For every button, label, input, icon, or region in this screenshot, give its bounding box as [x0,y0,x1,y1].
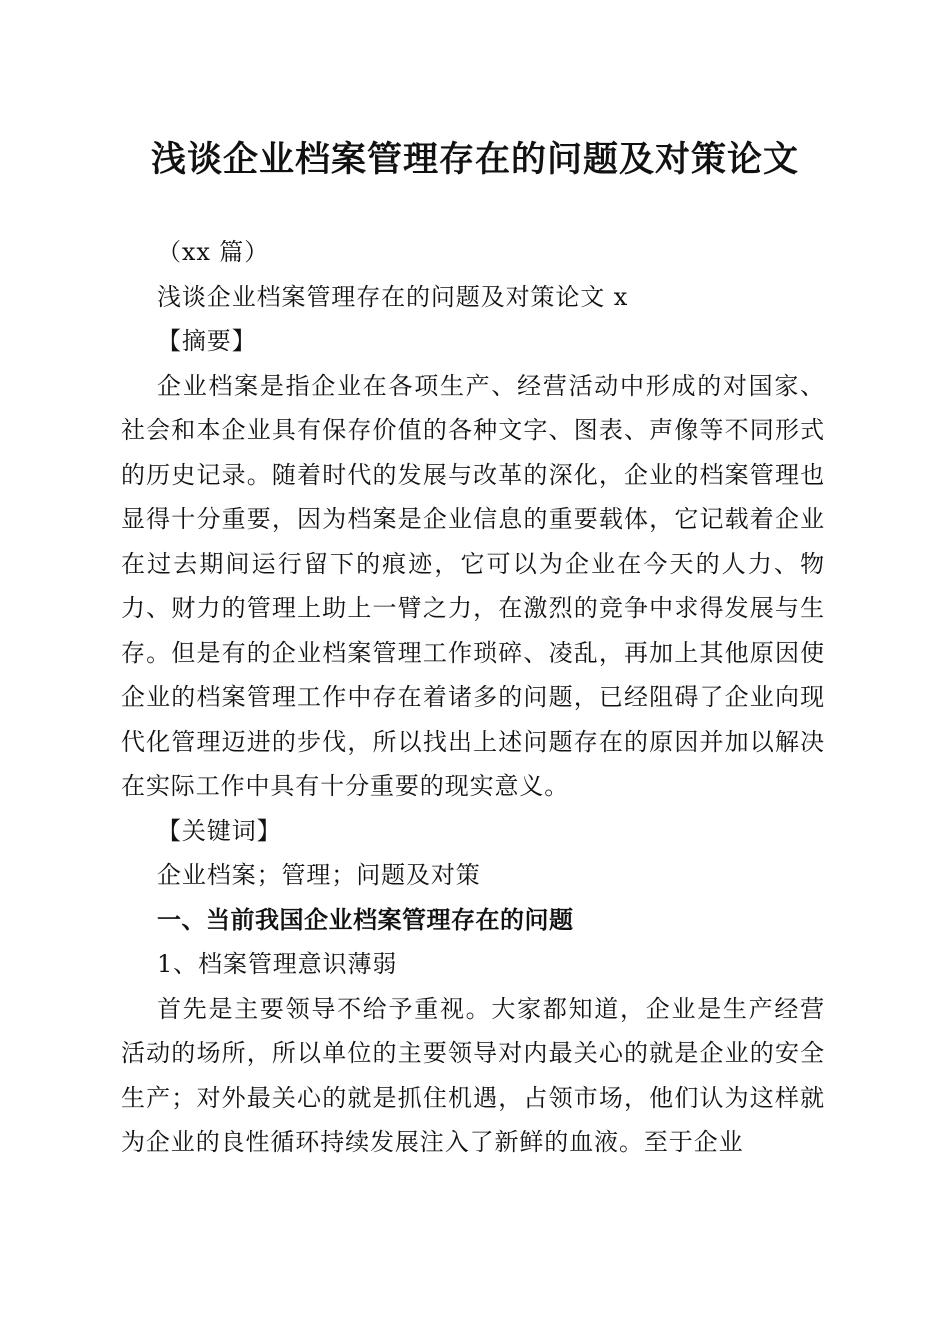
document-title: 浅谈企业档案管理存在的问题及对策论文 [150,139,799,180]
section-heading: 一、当前我国企业档案管理存在的问题 [157,905,574,934]
subsection-heading: 1、档案管理意识薄弱 [157,950,398,978]
keywords-text: 企业档案；管理；问题及对策 [157,861,481,889]
subtitle-line: 浅谈企业档案管理存在的问题及对策论文 x [157,282,629,311]
keywords-label: 【关键词】 [157,816,282,845]
edition-line: （xx 篇） [157,238,270,266]
document-body [121,230,825,1165]
abstract-label: 【摘要】 [157,327,257,355]
subsection-paragraph: 首先是主要领导不给予重视。大家都知道，企业是生产经营活动的场所，所以单位的主要领导对内最关心的就是企业的安全生产；对外最关心的就是抓住机遇，占领市场，他们认为这样就为企业的良性循环持续发展注入了新鲜的血液。至于企业 [121,994,825,1156]
abstract-paragraph: 企业档案是指企业在各项生产、经营活动中形成的对国家、社会和本企业具有保存价值的各种文字、图表、声像等不同形式的历史记录。随着时代的发展与改革的深化，企业的档案管理也显得十分重要，因为档案是企业信息的重要载体，它记载着企业在过去期间运行留下的痕迹，它可以为企业在今天的人力、物力、财力的管理上助上一臂之力，在激烈的竞争中求得发展与生存。但是有的企业档案管理工作琐碎、凌乱，再加上其他原因使企业的档案管理工作中存在着诸多的问题，已经阻碍了企业向现代化管理迈进的步伐，所以找出上述问题存在的原因并加以解决在实际工作中具有十分重要的现实意义。 [121,371,825,800]
